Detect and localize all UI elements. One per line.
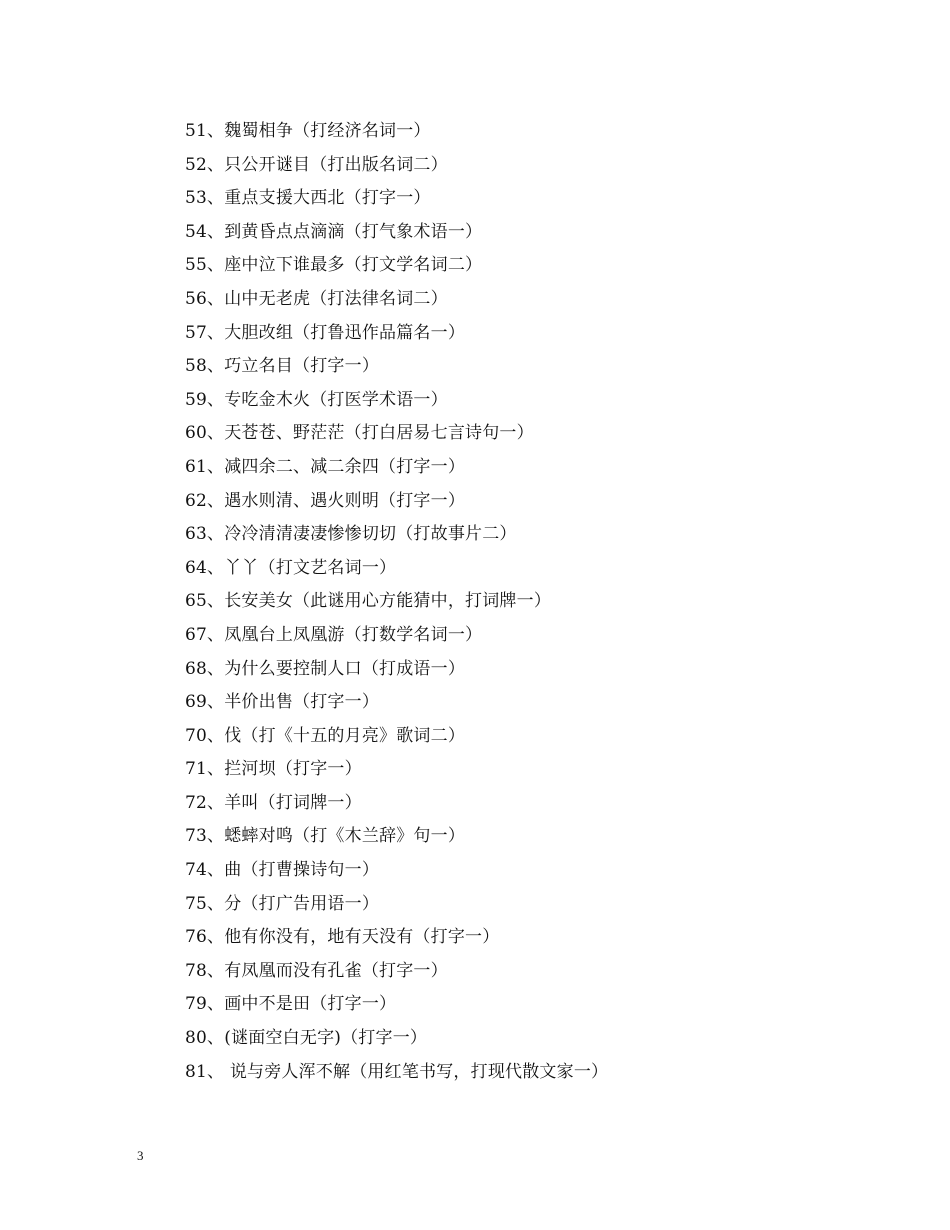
riddle-58: 58、巧立名目（打字一） <box>185 356 380 377</box>
riddle-70: 70、伐（打《十五的月亮》歌词二） <box>185 725 466 746</box>
page-number: 3 <box>137 1148 144 1163</box>
riddle-76: 76、他有你没有，地有天没有（打字一） <box>185 927 500 948</box>
riddle-63: 63、冷冷清清凄凄惨惨切切（打故事片二） <box>185 524 517 545</box>
riddle-75: 75、分（打广告用语一） <box>185 893 380 914</box>
riddle-list <box>185 115 608 1089</box>
riddle-68: 68、为什么要控制人口（打成语一） <box>185 658 466 679</box>
riddle-51: 51、魏蜀相争（打经济名词一） <box>185 121 431 141</box>
riddle-71: 71、拦河坝（打字一） <box>185 759 362 780</box>
riddle-57: 57、大胆改组（打鲁迅作品篇名一） <box>185 322 466 343</box>
riddle-59: 59、专吃金木火（打医学术语一） <box>185 389 448 410</box>
riddle-54: 54、到黄昏点点滴滴（打气象术语一） <box>185 221 483 242</box>
riddle-53: 53、重点支援大西北（打字一） <box>185 188 431 209</box>
riddle-52: 52、只公开谜目（打出版名词二） <box>185 154 448 175</box>
riddle-79: 79、画中不是田（打字一） <box>185 994 397 1015</box>
riddle-62: 62、遇水则清、遇火则明（打字一） <box>185 490 466 511</box>
riddle-72: 72、羊叫（打词牌一） <box>185 792 362 813</box>
riddle-55: 55、座中泣下谁最多（打文学名词二） <box>185 255 483 276</box>
riddle-73: 73、蟋蟀对鸣（打《木兰辞》句一） <box>185 826 466 847</box>
riddle-60: 60、天苍苍、野茫茫（打白居易七言诗句一） <box>185 423 534 444</box>
riddle-67: 67、凤凰台上凤凰游（打数学名词一） <box>185 624 483 645</box>
riddle-65: 65、长安美女（此谜用心方能猜中，打词牌一） <box>185 591 552 612</box>
riddle-56: 56、山中无老虎（打法律名词二） <box>185 288 448 309</box>
riddle-78: 78、有凤凰而没有孔雀（打字一） <box>185 960 448 981</box>
riddle-61: 61、减四余二、减二余四（打字一） <box>185 456 466 477</box>
riddle-69: 69、半价出售（打字一） <box>185 692 380 713</box>
riddle-80: 80、(谜面空白无字)（打字一） <box>185 1028 428 1049</box>
riddle-74: 74、曲（打曹操诗句一） <box>185 860 380 881</box>
riddle-81: 81、 说与旁人浑不解（用红笔书写，打现代散文家一） <box>185 1061 609 1082</box>
riddle-64: 64、丫丫（打文艺名词一） <box>185 557 397 578</box>
